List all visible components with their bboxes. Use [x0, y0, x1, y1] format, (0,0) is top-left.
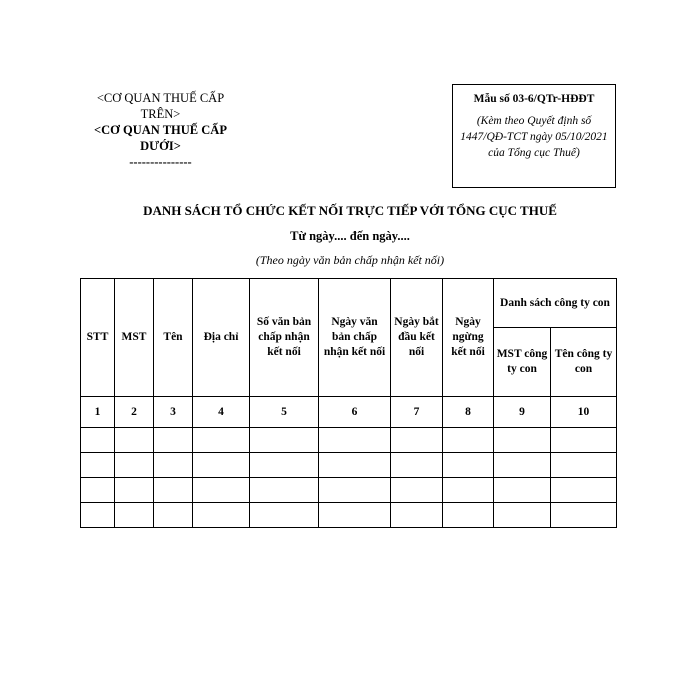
table-cell [81, 428, 115, 453]
table-cell [115, 453, 154, 478]
table-cell [319, 453, 391, 478]
column-number: 1 [81, 397, 115, 428]
table-cell [250, 453, 319, 478]
column-number: 2 [115, 397, 154, 428]
table-cell [115, 503, 154, 528]
table-cell [154, 503, 193, 528]
table-cell [551, 428, 617, 453]
agency-separator: --------------- [129, 155, 192, 169]
table-cell [193, 453, 250, 478]
organization-list-table [80, 278, 617, 528]
table-cell [250, 503, 319, 528]
column-header-approval-number: Số văn bản chấp nhận kết nối [250, 279, 319, 397]
table-cell [443, 478, 494, 503]
table-cell [391, 503, 443, 528]
form-code: Mẫu số 03-6/QTr-HĐĐT [473, 93, 595, 105]
table-row [81, 503, 617, 528]
table-cell [494, 478, 551, 503]
table-cell [551, 478, 617, 503]
column-header-subsidiary-mst: MST công ty con [494, 328, 551, 397]
column-header-stop-date: Ngày ngừng kết nối [443, 279, 494, 397]
column-number: 10 [551, 397, 617, 428]
column-number: 3 [154, 397, 193, 428]
lower-agency-label: <CƠ QUAN THUẾ CẤP DƯỚI> [94, 123, 227, 153]
table-cell [391, 428, 443, 453]
column-number: 7 [391, 397, 443, 428]
column-header-stt: STT [81, 279, 115, 397]
table-cell [443, 503, 494, 528]
table-cell [193, 503, 250, 528]
table-cell [193, 478, 250, 503]
column-header-subsidiary-name: Tên công ty con [551, 328, 617, 397]
table-cell [115, 478, 154, 503]
table-row [81, 428, 617, 453]
upper-agency-label: <CƠ QUAN THUẾ CẤP TRÊN> [96, 91, 225, 121]
table-cell [115, 428, 154, 453]
table-cell [494, 428, 551, 453]
table-cell [250, 478, 319, 503]
table-row [81, 453, 617, 478]
table-cell [250, 428, 319, 453]
table-cell [154, 453, 193, 478]
table-cell [443, 428, 494, 453]
column-number: 8 [443, 397, 494, 428]
table-cell [154, 428, 193, 453]
column-header-start-date: Ngày bắt đầu kết nối [391, 279, 443, 397]
column-header-mst: MST [115, 279, 154, 397]
table-cell [154, 478, 193, 503]
table-cell [319, 503, 391, 528]
table-cell [551, 503, 617, 528]
table-cell [193, 428, 250, 453]
table-header-row [81, 279, 617, 328]
table-cell [319, 478, 391, 503]
table-cell [391, 453, 443, 478]
form-legal-basis: (Kèm theo Quyết định số 1447/QĐ-TCT ngày 05/10/2021 của Tổng cục Thuế) [460, 115, 608, 159]
table-cell [494, 503, 551, 528]
column-number: 6 [319, 397, 391, 428]
table-body [81, 428, 617, 528]
table-cell [319, 428, 391, 453]
table-cell [81, 478, 115, 503]
column-number: 9 [494, 397, 551, 428]
date-basis-note: (Theo ngày văn bản chấp nhận kết nối) [255, 253, 445, 267]
table-cell [551, 453, 617, 478]
column-number-row [81, 397, 617, 428]
table-cell [443, 453, 494, 478]
table-cell [81, 503, 115, 528]
column-header-address: Địa chỉ [193, 279, 250, 397]
column-header-name: Tên [154, 279, 193, 397]
table-cell [494, 453, 551, 478]
column-number: 4 [193, 397, 250, 428]
form-code-box [452, 84, 616, 188]
date-range: Từ ngày.... đến ngày.... [290, 229, 410, 243]
table-cell [81, 453, 115, 478]
column-number: 5 [250, 397, 319, 428]
document-title: DANH SÁCH TỔ CHỨC KẾT NỐI TRỰC TIẾP VỚI TỔNG CỤC THUẾ [143, 203, 557, 218]
table-row [81, 478, 617, 503]
table-cell [391, 478, 443, 503]
column-group-subsidiaries: Danh sách công ty con [494, 279, 617, 328]
column-header-approval-date: Ngày văn bản chấp nhận kết nối [319, 279, 391, 397]
issuing-agency-block [78, 90, 243, 170]
